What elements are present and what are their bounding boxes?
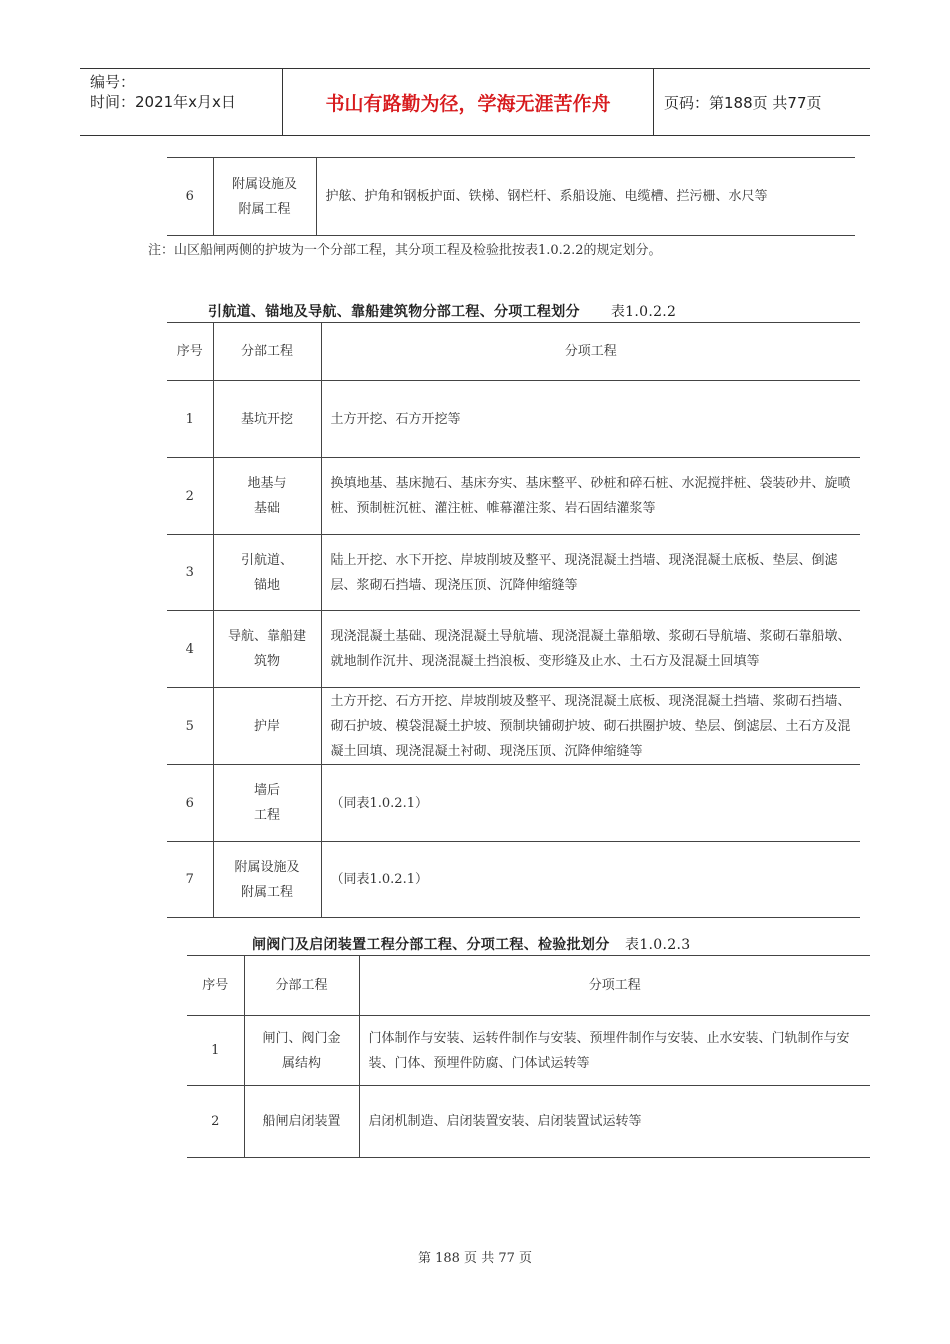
table-row	[167, 381, 860, 458]
table-header-row	[187, 956, 870, 1016]
cell-items: 现浇混凝土基础、现浇混凝土导航墙、现浇混凝土靠船墩、浆砌石导航墙、浆砌石靠船墩、就地制作沉井、现浇混凝土挡浪板、变形缝及止水、土石方及混凝土回填等	[321, 611, 860, 688]
cell-no: 3	[167, 535, 213, 611]
cell-items: 陆上开挖、水下开挖、岸坡削坡及整平、现浇混凝土挡墙、现浇混凝土底板、垫层、倒滤层、浆砌石挡墙、现浇压顶、沉降伸缩缝等	[321, 535, 860, 611]
table-row	[167, 765, 860, 842]
table2-caption-number: 表1.0.2.3	[625, 937, 691, 953]
table1-body	[167, 323, 860, 918]
cell-items: 启闭机制造、启闭装置安装、启闭装置试运转等	[359, 1086, 870, 1158]
header-meta	[80, 69, 282, 135]
table-row	[187, 1016, 870, 1086]
code-label: 编号：	[90, 73, 136, 91]
table2	[187, 955, 870, 1158]
table2-caption	[252, 934, 690, 954]
cell-part: 地基与 基础	[213, 458, 321, 535]
cell-no: 1	[187, 1016, 244, 1086]
table1-caption	[208, 301, 676, 321]
header-cell-part: 分部工程	[213, 323, 321, 381]
cell-part: 引航道、 锚地	[213, 535, 321, 611]
table-header-row	[167, 323, 860, 381]
table-row	[167, 688, 860, 765]
cell-part: 闸门、阀门金 属结构	[244, 1016, 359, 1086]
cell-no: 2	[187, 1086, 244, 1158]
time-label: 时间：2021年x月x日	[90, 93, 236, 111]
cell-part: 基坑开挖	[213, 381, 321, 458]
header-cell-no: 序号	[167, 323, 213, 381]
table-continuation-body	[167, 158, 855, 236]
table-continuation	[167, 157, 855, 236]
cell-items: 换填地基、基床抛石、基床夯实、基床整平、砂桩和碎石桩、水泥搅拌桩、袋装砂井、旋喷桩、预制桩沉桩、灌注桩、帷幕灌注浆、岩石固结灌浆等	[321, 458, 860, 535]
header-cell-part: 分部工程	[244, 956, 359, 1016]
table-row	[167, 158, 855, 236]
cell-part: 护岸	[213, 688, 321, 765]
table-row	[167, 458, 860, 535]
table-row	[167, 842, 860, 918]
header-cell-items: 分项工程	[359, 956, 870, 1016]
table1	[167, 322, 860, 918]
cell-no: 1	[167, 381, 213, 458]
header-cell-items: 分项工程	[321, 323, 860, 381]
cell-items: （同表1.0.2.1）	[321, 842, 860, 918]
cell-no: 6	[167, 158, 213, 236]
header-motto: 书山有路勤为径，学海无涯苦作舟	[282, 69, 654, 135]
cell-items: 门体制作与安装、运转件制作与安装、预埋件制作与安装、止水安装、门轨制作与安装、门体、预埋件防腐、门体试运转等	[359, 1016, 870, 1086]
table2-body	[187, 956, 870, 1158]
table1-caption-title: 引航道、锚地及导航、靠船建筑物分部工程、分项工程划分	[208, 304, 580, 320]
cell-no: 2	[167, 458, 213, 535]
cell-no: 4	[167, 611, 213, 688]
cell-items: （同表1.0.2.1）	[321, 765, 860, 842]
cell-items: 土方开挖、石方开挖、岸坡削坡及整平、现浇混凝土底板、现浇混凝土挡墙、浆砌石挡墙、砌石护坡、模袋混凝土护坡、预制块铺砌护坡、砌石拱圈护坡、垫层、倒滤层、土石方及混凝土回填、现浇混凝土衬砌、现浇压顶、沉降伸缩缝等	[321, 688, 860, 765]
cell-part: 墙后 工程	[213, 765, 321, 842]
page-footer: 第 188 页 共 77 页	[417, 1251, 533, 1266]
cell-items: 土方开挖、石方开挖等	[321, 381, 860, 458]
cell-part: 附属设施及 附属工程	[213, 842, 321, 918]
header-cell-no: 序号	[187, 956, 244, 1016]
table1-caption-number: 表1.0.2.2	[610, 304, 677, 320]
cell-part: 附属设施及 附属工程	[213, 158, 316, 236]
table-row	[167, 535, 860, 611]
cell-no: 7	[167, 842, 213, 918]
page-header	[80, 68, 870, 136]
table-row	[167, 611, 860, 688]
cell-part: 导航、靠船建 筑物	[213, 611, 321, 688]
cell-part: 船闸启闭装置	[244, 1086, 359, 1158]
cell-no: 5	[167, 688, 213, 765]
cell-no: 6	[167, 765, 213, 842]
header-page-info: 页码：第188页 共77页	[664, 93, 822, 112]
cell-items: 护舷、护角和钢板护面、铁梯、钢栏杆、系船设施、电缆槽、拦污栅、水尺等	[316, 158, 855, 236]
table-note: 注：山区船闸两侧的护坡为一个分部工程，其分项工程及检验批按表1.0.2.2的规定划分。	[148, 243, 662, 258]
table2-caption-title: 闸阀门及启闭装置工程分部工程、分项工程、检验批划分	[252, 937, 610, 953]
table-row	[187, 1086, 870, 1158]
